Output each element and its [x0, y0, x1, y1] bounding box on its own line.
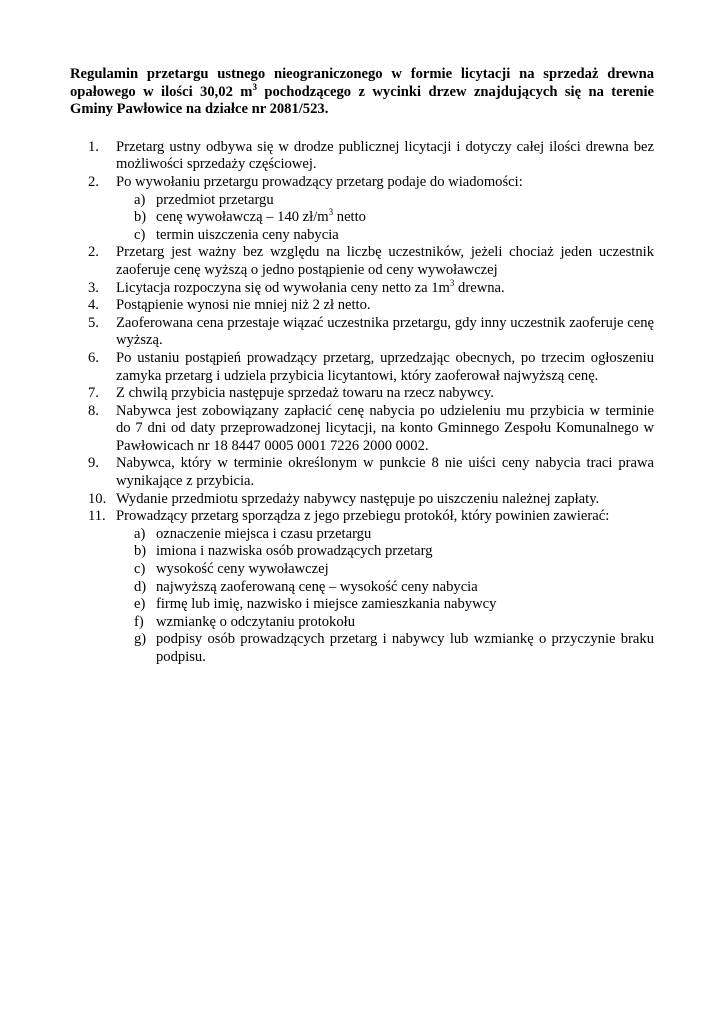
sub-item-text: podpisy osób prowadzących przetarg i nabywcy lub wzmiankę o przyczynie braku podpisu.	[156, 631, 654, 665]
item-number: 5.	[88, 314, 99, 331]
sub-list-item	[116, 614, 654, 632]
item-text: Nabywca jest zobowiązany zapłacić cenę nabycia po udzieleniu mu przybicia w terminie do 7 dni od daty przeprowadzonej licytacji, na konto Gminnego Zespołu Komunalnego w Pawłowicach nr 18 8447 0005 0001 7226 2000 0002.	[116, 402, 654, 454]
item-text: Po ustaniu postąpień prowadzący przetarg, uprzedzając obecnych, po trzecim ogłoszeniu zamyka przetarg i udziela przybicia licytantowi, który zaoferował najwyższą cenę.	[116, 349, 654, 384]
sub-list	[116, 526, 654, 667]
item-text: Przetarg jest ważny bez względu na liczbę uczestników, jeżeli chociaż jeden uczestnik zaoferuje cenę wyższą o jedno postąpienie od ceny wywoławczej	[116, 244, 654, 278]
item-text: Po wywołaniu przetargu prowadzący przetarg podaje do wiadomości:	[116, 173, 523, 190]
item-text: Nabywca, który w terminie określonym w punkcie 8 nie uiści ceny nabycia traci prawa wynikające z przybicia.	[116, 455, 654, 490]
item-number: 11.	[88, 508, 106, 525]
sub-list-item	[116, 579, 654, 597]
item-text: Prowadzący przetarg sporządza z jego przebiegu protokół, który powinien zawierać:	[116, 508, 610, 525]
item-text: Z chwilą przybicia następuje sprzedaż towaru na rzecz nabywcy.	[116, 385, 494, 402]
item-number: 6.	[88, 349, 99, 366]
sub-item-superscript: 3	[328, 207, 334, 218]
sub-item-text: wzmiankę o odczytaniu protokołu	[156, 613, 355, 630]
title-text: Regulamin przetargu ustnego nieograniczonego w formie licytacji na sprzedaż drewna opałowego w ilości 30,02 m	[70, 66, 654, 100]
sub-item-letter: g)	[134, 631, 147, 648]
sub-list-item	[116, 192, 654, 210]
sub-item-letter: c)	[134, 561, 146, 578]
list-item	[70, 385, 654, 403]
list-item	[70, 277, 654, 298]
sub-item-text: termin uiszczenia ceny nabycia	[156, 226, 339, 243]
list-item	[70, 139, 654, 174]
sub-list	[116, 192, 654, 245]
list-item	[70, 174, 654, 244]
item-superscript: 3	[449, 277, 455, 288]
sub-item-letter: c)	[134, 226, 146, 243]
item-text: Wydanie przedmiotu sprzedaży nabywcy następuje po uiszczeniu należnej zapłaty.	[116, 490, 600, 507]
item-text-end: drewna.	[454, 279, 505, 296]
sub-item-letter: d)	[134, 578, 147, 595]
sub-list-item	[116, 526, 654, 544]
sub-item-letter: f)	[134, 613, 144, 630]
sub-list-item	[116, 631, 654, 666]
list-item	[70, 508, 654, 666]
sub-item-letter: a)	[134, 191, 146, 208]
list-item	[70, 315, 654, 350]
item-number: 4.	[88, 297, 99, 314]
sub-item-text: imiona i nazwiska osób prowadzących przetarg	[156, 543, 433, 560]
sub-item-letter: e)	[134, 596, 146, 613]
document-title	[70, 66, 654, 119]
item-number: 3.	[88, 279, 99, 296]
item-text: Postąpienie wynosi nie mniej niż 2 zł netto.	[116, 297, 371, 314]
item-number: 8.	[88, 402, 99, 419]
sub-item-text: cenę wywoławczą – 140 zł/m	[156, 209, 329, 226]
sub-item-text-end: netto	[333, 209, 366, 226]
item-number: 2.	[88, 173, 99, 190]
list-item	[70, 491, 654, 509]
sub-item-letter: a)	[134, 525, 146, 542]
sub-list-item	[116, 209, 654, 227]
item-text: Licytacja rozpoczyna się od wywołania ceny netto za 1m	[116, 279, 450, 296]
list-item	[70, 455, 654, 490]
list-item	[70, 350, 654, 385]
item-text: Zaoferowana cena przestaje wiązać uczestnika przetargu, gdy inny uczestnik zaoferuje cenę wyższą.	[116, 314, 654, 349]
item-number: 2.	[88, 244, 99, 261]
list-item	[70, 297, 654, 315]
item-text: Przetarg ustny odbywa się w drodze publicznej licytacji i dotyczy całej ilości drewna bez możliwości sprzedaży częściowej.	[116, 138, 654, 173]
item-number: 10.	[88, 490, 107, 507]
sub-item-letter: b)	[134, 543, 147, 560]
regulations-list	[70, 139, 654, 667]
list-item	[70, 403, 654, 456]
sub-list-item	[116, 561, 654, 579]
sub-list-item	[116, 596, 654, 614]
title-text-end: pochodzącego z wycinki drzew znajdujących się na terenie Gminy Pawłowice na działce nr 2081/523.	[70, 83, 654, 118]
title-superscript: 3	[252, 81, 257, 92]
item-number: 7.	[88, 385, 99, 402]
sub-item-text: przedmiot przetargu	[156, 191, 274, 208]
item-number: 9.	[88, 455, 99, 472]
sub-item-text: oznaczenie miejsca i czasu przetargu	[156, 525, 372, 542]
sub-item-text: wysokość ceny wywoławczej	[156, 561, 329, 578]
sub-list-item	[116, 227, 654, 245]
list-item	[70, 244, 654, 279]
sub-item-text: najwyższą zaoferowaną cenę – wysokość ceny nabycia	[156, 578, 478, 595]
sub-item-letter: b)	[134, 209, 147, 226]
sub-item-text: firmę lub imię, nazwisko i miejsce zamieszkania nabywcy	[156, 596, 497, 613]
item-number: 1.	[88, 138, 99, 155]
sub-list-item	[116, 543, 654, 561]
